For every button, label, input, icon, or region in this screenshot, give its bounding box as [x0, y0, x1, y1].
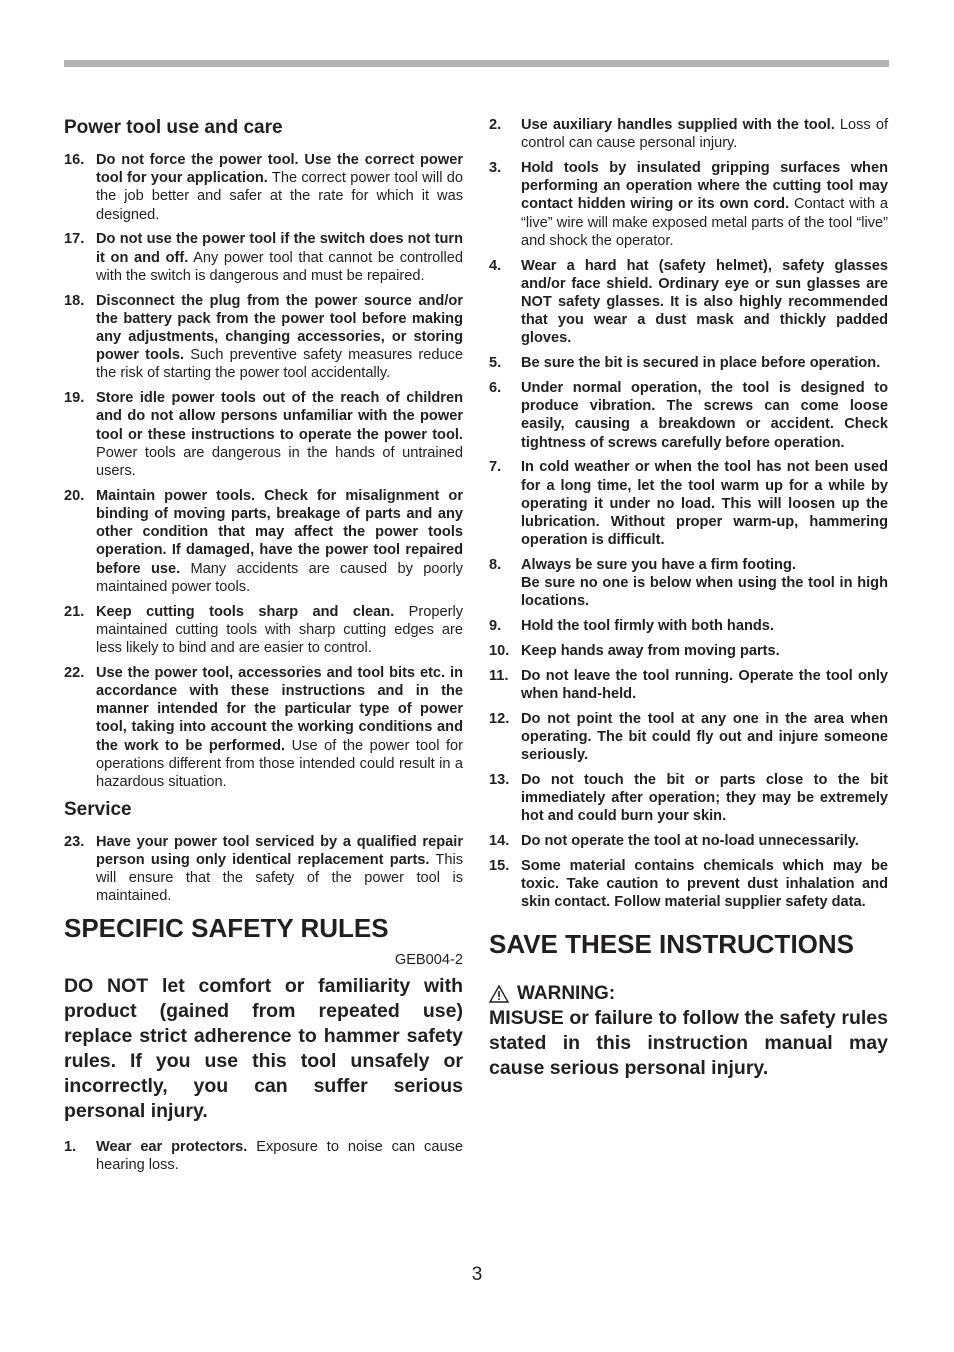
rule-text: This will ensure that the safety of the power tool is maintained. [96, 852, 463, 905]
rule-number: 11. [489, 667, 509, 684]
rule-bold: Do not force the power tool. Use the correct power tool for your application. [96, 152, 463, 187]
left-column [64, 116, 463, 1181]
rule-number: 13. [489, 772, 510, 789]
rule-bold: Keep hands away from moving parts. [521, 643, 780, 660]
rule-text: Many accidents are caused by poorly maintained power tools. [96, 560, 463, 595]
rule-number: 22. [64, 664, 85, 681]
rule-bold: Do not use the power tool if the switch does not turn it on and off. [96, 231, 463, 266]
rule-item [489, 642, 888, 660]
specific-rules-continued-list [489, 116, 888, 912]
rule-number: 6. [489, 380, 502, 397]
rule-text: Such preventive safety measures reduce the risk of starting the power tool accidentally. [96, 347, 463, 382]
rule-text: Contact with a “live” wire will make exposed metal parts of the tool “live” and shock the operator. [521, 196, 889, 249]
rule-item [489, 116, 888, 152]
rule-bold-second-line: Be sure no one is below when using the tool in high locations. [521, 575, 888, 610]
power-tool-rules-list [64, 151, 463, 791]
rule-text: Loss of control can cause personal injury. [521, 117, 888, 152]
rule-number: 19. [64, 390, 85, 407]
rule-item [489, 556, 888, 611]
rule-number: 12. [489, 710, 510, 727]
warning-body: MISUSE or failure to follow the safety rules stated in this instruction manual may cause serious personal injury. [489, 1006, 888, 1079]
rule-bold: Hold tools by insulated gripping surfaces when performing an operation where the cutting tool may contact hidden wiring or its own cord. [521, 160, 888, 213]
warning-triangle-icon [489, 985, 509, 1003]
rule-bold: Disconnect the plug from the power source and/or the battery pack from the power tool before making any adjustments, changing accessories, or storing power tools. [96, 292, 463, 364]
rule-item [489, 857, 888, 912]
rule-item [64, 664, 463, 791]
rule-bold: Wear a hard hat (safety helmet), safety glasses and/or face shield. Ordinary eye or sun glasses are NOT safety glasses. It is also highly recommended that you wear a dust mask and thickly padded gloves. [521, 257, 888, 347]
rule-item [489, 458, 888, 549]
rule-bold: Have your power tool serviced by a qualified repair person using only identical replacement parts. [96, 833, 463, 869]
rule-bold: Do not operate the tool at no-load unnecessarily. [521, 833, 859, 850]
rule-item [489, 710, 888, 765]
save-instructions-title: SAVE THESE INSTRUCTIONS [489, 928, 855, 959]
rule-bold: Always be sure you have a firm footing. [521, 557, 796, 574]
rule-number: 3. [489, 160, 502, 176]
rule-item [489, 379, 888, 452]
rule-bold: Be sure the bit is secured in place before operation. [521, 355, 881, 372]
rule-item [489, 159, 888, 250]
rule-number: 21. [64, 603, 85, 620]
rule-text: The correct power tool will do the job better and safer at the rate for which it was designed. [96, 170, 463, 223]
rule-number: 18. [64, 292, 85, 309]
rule-bold: Keep cutting tools sharp and clean. [96, 603, 395, 620]
rule-item [64, 603, 463, 658]
rule-text: Properly maintained cutting tools with sharp cutting edges are less likely to bind and are easier to control. [96, 603, 463, 657]
rule-item [489, 617, 888, 635]
section-title-power-tool-use: Power tool use and care [64, 117, 283, 138]
document-code: GEB004-2 [394, 952, 463, 969]
rule-text: Use of the power tool for operations different from those intended could result in a hazardous situation. [96, 737, 464, 791]
rule-number: 10. [489, 643, 510, 660]
hammer-safety-lead: DO NOT let comfort or familiarity with product (gained from repeated use) replace strict adherence to hammer safety rules. If you use this tool unsafely or incorrectly, you can suffer serious personal injury. [64, 975, 463, 1123]
rule-item [489, 771, 888, 826]
rule-number: 9. [489, 618, 502, 635]
rule-bold: In cold weather or when the tool has not been used for a long time, let the tool warm up for a while by operating it under no load. This will loosen up the lubrication. Without proper warm-up, hammering operation is difficult. [521, 459, 888, 549]
rule-text: Power tools are dangerous in the hands of untrained users. [96, 444, 463, 480]
rule-number: 2. [489, 117, 502, 133]
rule-bold: Use the power tool, accessories and tool bits etc. in accordance with these instructions and in the manner intended for the particular type of power tool, taking into account the working conditions and the work to be performed. [96, 664, 463, 754]
rule-text: Any power tool that cannot be controlled with the switch is dangerous and must be repaired. [96, 249, 463, 284]
rule-item [64, 1138, 463, 1174]
warning-label: WARNING: [517, 982, 616, 1004]
specific-rules-list [64, 1138, 463, 1174]
rule-number: 8. [489, 557, 502, 574]
rule-bold: Do not point the tool at any one in the area when operating. The bit could fly out and injure someone seriously. [521, 710, 888, 764]
rule-item [489, 354, 888, 372]
right-column [489, 116, 888, 1081]
rule-bold: Use auxiliary handles supplied with the tool. [521, 117, 835, 133]
rule-bold: Do not leave the tool running. Operate the tool only when hand-held. [521, 667, 888, 703]
page-number: 3 [471, 1264, 483, 1285]
rule-item [64, 487, 463, 596]
top-rule [64, 60, 889, 67]
rule-number: 4. [489, 257, 502, 274]
rule-number: 17. [64, 231, 85, 248]
rule-bold: Store idle power tools out of the reach of children and do not allow persons unfamiliar with the power tool or these instructions to operate the power tool. [96, 390, 463, 443]
rule-number: 16. [64, 152, 85, 168]
rule-number: 1. [64, 1139, 77, 1156]
service-list [64, 833, 463, 906]
rule-item [64, 389, 463, 480]
rule-item [64, 833, 463, 906]
rule-number: 14. [489, 833, 510, 850]
specific-safety-rules-title: SPECIFIC SAFETY RULES [64, 913, 389, 944]
rule-bold: Maintain power tools. Check for misalignment or binding of moving parts, breakage of parts and any other condition that may affect the power tools operation. If damaged, have the power tool repaired before use. [96, 487, 463, 577]
rule-item [489, 832, 888, 850]
rule-item [64, 292, 463, 383]
rule-item [489, 257, 888, 348]
warning-heading [489, 982, 888, 1006]
section-title-service: Service [64, 798, 132, 820]
rule-bold: Do not touch the bit or parts close to the bit immediately after operation; they may be extremely hot and could burn your skin. [521, 772, 888, 825]
rule-bold: Under normal operation, the tool is designed to produce vibration. The screws can come loose easily, causing a breakdown or accident. Check tightness of screws carefully before operation. [521, 380, 888, 451]
rule-number: 5. [489, 355, 502, 372]
rule-item [64, 230, 463, 285]
rule-item [64, 151, 463, 224]
rule-item [489, 667, 888, 703]
rule-bold: Hold the tool firmly with both hands. [521, 618, 774, 635]
rule-bold: Some material contains chemicals which may be toxic. Take caution to prevent dust inhalation and skin contact. Follow material supplier safety data. [521, 858, 888, 911]
rule-number: 7. [489, 459, 502, 476]
rule-number: 23. [64, 833, 85, 850]
rule-number: 15. [489, 858, 510, 875]
rule-text: Exposure to noise can cause hearing loss. [96, 1139, 463, 1174]
rule-bold: Wear ear protectors. [96, 1139, 248, 1156]
rule-number: 20. [64, 487, 85, 504]
